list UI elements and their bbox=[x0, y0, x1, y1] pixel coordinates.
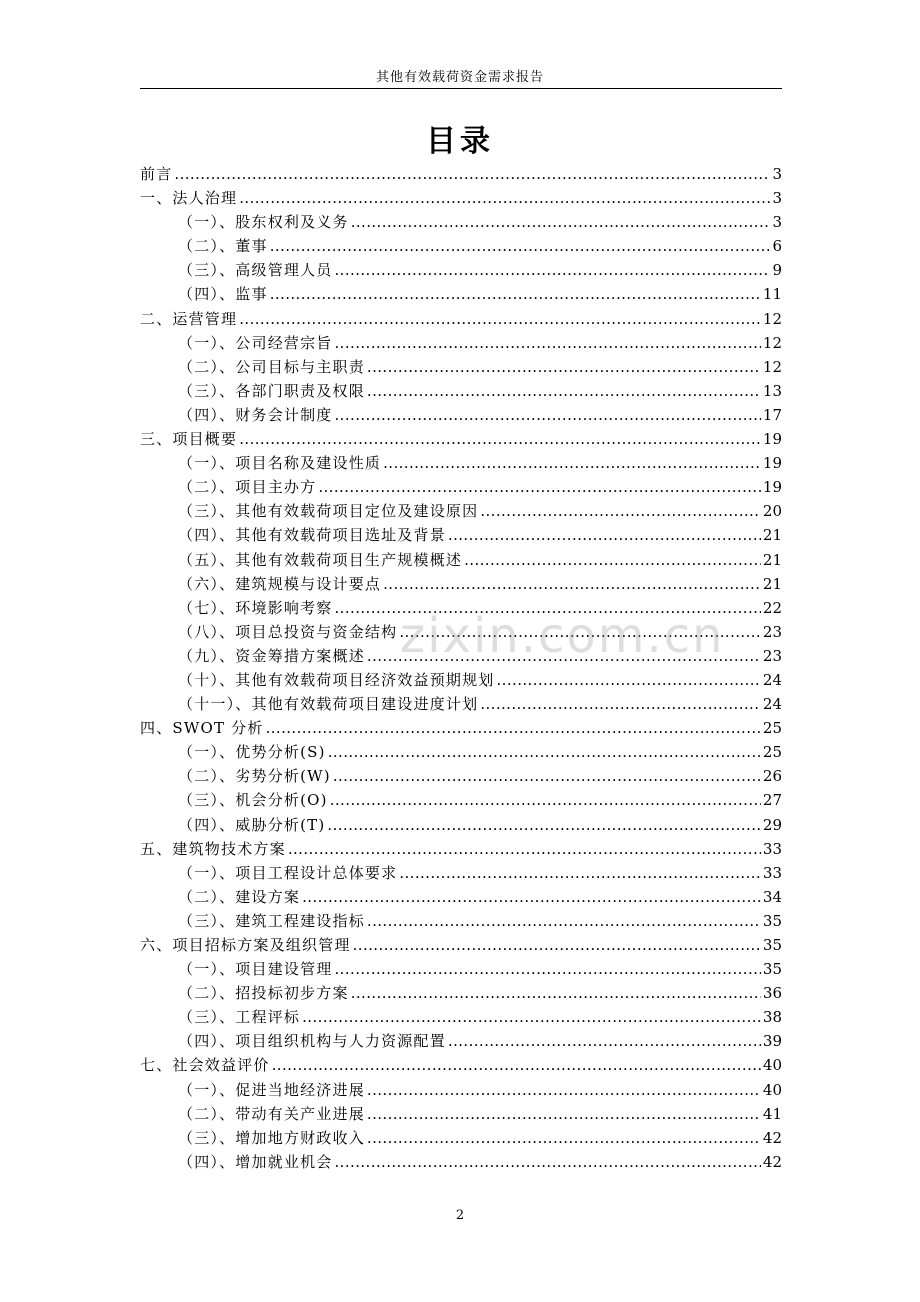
toc-entry-page: 6 bbox=[772, 237, 782, 256]
toc-entry[interactable] bbox=[140, 523, 782, 547]
toc-entry-text: （一）、股东权利及义务 bbox=[178, 213, 349, 232]
toc-entry[interactable] bbox=[140, 548, 782, 572]
toc-entry[interactable] bbox=[140, 258, 782, 282]
toc-entry[interactable] bbox=[140, 186, 782, 210]
toc-entry[interactable] bbox=[140, 1150, 782, 1174]
toc-dot-leader bbox=[367, 355, 761, 379]
running-header: 其他有效载荷资金需求报告 bbox=[375, 70, 544, 85]
toc-dot-leader bbox=[367, 1078, 761, 1102]
toc-entry-page: 40 bbox=[762, 1080, 782, 1099]
toc-entry[interactable] bbox=[140, 861, 782, 885]
toc-dot-leader bbox=[383, 451, 761, 475]
toc-entry-page: 29 bbox=[762, 815, 782, 834]
toc-entry-text: 一、法人治理 bbox=[140, 189, 238, 208]
toc-entry-text: （四）、增加就业机会 bbox=[178, 1152, 333, 1171]
toc-entry-page: 24 bbox=[762, 670, 782, 689]
toc-entry-page: 12 bbox=[762, 333, 782, 352]
toc-entry[interactable] bbox=[140, 475, 782, 499]
toc-entry-text: （三）、建筑工程建设指标 bbox=[178, 911, 365, 930]
toc-entry-page: 9 bbox=[772, 261, 782, 280]
toc-dot-leader bbox=[239, 427, 761, 451]
toc-dot-leader bbox=[302, 885, 761, 909]
toc-entry-page: 19 bbox=[762, 454, 782, 473]
toc-entry-text: （十一）、其他有效载荷项目建设进度计划 bbox=[178, 695, 479, 714]
toc-entry[interactable] bbox=[140, 933, 782, 957]
toc-entry-text: （三）、高级管理人员 bbox=[178, 261, 333, 280]
toc-entry-text: （四）、财务会计制度 bbox=[178, 405, 333, 424]
toc-dot-leader bbox=[367, 1126, 761, 1150]
toc-dot-leader bbox=[367, 379, 761, 403]
toc-entry-page: 36 bbox=[762, 984, 782, 1003]
toc-dot-leader bbox=[335, 957, 761, 981]
toc-dot-leader bbox=[351, 981, 761, 1005]
toc-entry-text: 二、运营管理 bbox=[140, 309, 238, 328]
toc-entry-text: （一）、促进当地经济进展 bbox=[178, 1080, 365, 1099]
toc-entry[interactable] bbox=[140, 957, 782, 981]
toc-entry[interactable] bbox=[140, 355, 782, 379]
toc-entry-page: 21 bbox=[762, 550, 782, 569]
toc-dot-leader bbox=[383, 572, 761, 596]
toc-entry-text: （五）、其他有效载荷项目生产规模概述 bbox=[178, 550, 463, 569]
toc-entry-page: 34 bbox=[762, 887, 782, 906]
toc-entry[interactable] bbox=[140, 379, 782, 403]
toc-entry-page: 35 bbox=[762, 960, 782, 979]
toc-entry[interactable] bbox=[140, 403, 782, 427]
toc-entry[interactable] bbox=[140, 572, 782, 596]
toc-entry-page: 35 bbox=[762, 936, 782, 954]
toc-entry-page: 19 bbox=[762, 478, 782, 497]
toc-entry-page: 11 bbox=[762, 285, 782, 304]
toc-entry[interactable] bbox=[140, 788, 782, 812]
toc-entry-page: 42 bbox=[762, 1128, 782, 1147]
toc-entry-text: （二）、带动有关产业进展 bbox=[178, 1104, 365, 1123]
toc-dot-leader bbox=[318, 475, 761, 499]
page-number: 2 bbox=[455, 1208, 465, 1223]
toc-entry[interactable] bbox=[140, 1078, 782, 1102]
toc-entry[interactable] bbox=[140, 981, 782, 1005]
toc-entry-page: 21 bbox=[762, 574, 782, 593]
toc-dot-leader bbox=[239, 186, 770, 210]
toc-entry-text: （四）、监事 bbox=[178, 285, 268, 304]
toc-entry-page: 12 bbox=[762, 357, 782, 376]
toc-entry[interactable] bbox=[140, 282, 782, 306]
toc-entry-text: （四）、项目组织机构与人力资源配置 bbox=[178, 1032, 446, 1051]
toc-dot-leader bbox=[330, 788, 761, 812]
toc-dot-leader bbox=[335, 331, 761, 355]
toc-entry-page: 13 bbox=[762, 381, 782, 400]
toc-dot-leader bbox=[448, 1029, 761, 1053]
toc-entry-text: （一）、公司经营宗旨 bbox=[178, 333, 333, 352]
toc-entry-page: 24 bbox=[762, 695, 782, 714]
toc-entry-text: （二）、劣势分析(W) bbox=[178, 767, 331, 786]
toc-dot-leader bbox=[328, 740, 761, 764]
toc-dot-leader bbox=[335, 258, 771, 282]
watermark: zixin.com.cn bbox=[400, 608, 725, 664]
toc-dot-leader bbox=[448, 523, 761, 547]
toc-entry-page: 3 bbox=[772, 165, 782, 183]
header-rule bbox=[140, 88, 782, 89]
toc-entry-page: 42 bbox=[762, 1152, 782, 1171]
toc-entry-page: 12 bbox=[762, 309, 782, 328]
toc-entry-text: （二）、招投标初步方案 bbox=[178, 984, 349, 1003]
toc-entry[interactable] bbox=[140, 1102, 782, 1126]
toc-entry-page: 23 bbox=[762, 622, 782, 641]
toc-entry-text: （八）、项目总投资与资金结构 bbox=[178, 622, 398, 641]
toc-entry[interactable] bbox=[140, 885, 782, 909]
toc-entry[interactable] bbox=[140, 451, 782, 475]
toc-dot-leader bbox=[333, 764, 761, 788]
toc-entry-text: （二）、建设方案 bbox=[178, 887, 301, 906]
toc-dot-leader bbox=[335, 403, 761, 427]
toc-entry[interactable] bbox=[140, 813, 782, 837]
toc-entry-text: （十）、其他有效载荷项目经济效益预期规划 bbox=[178, 670, 495, 689]
toc-entry-text: （三）、各部门职责及权限 bbox=[178, 381, 365, 400]
toc-dot-leader bbox=[367, 1102, 761, 1126]
toc-entry[interactable] bbox=[140, 499, 782, 523]
toc-entry-text: （二）、公司目标与主职责 bbox=[178, 357, 365, 376]
toc-entry[interactable] bbox=[140, 837, 782, 861]
toc-entry-text: （一）、项目建设管理 bbox=[178, 960, 333, 979]
toc-entry-page: 3 bbox=[772, 213, 782, 232]
toc-dot-leader bbox=[480, 692, 761, 716]
toc-entry-page: 27 bbox=[762, 791, 782, 810]
toc-entry-text: （一）、项目工程设计总体要求 bbox=[178, 863, 398, 882]
toc-entry-page: 40 bbox=[762, 1056, 782, 1075]
toc-entry[interactable] bbox=[140, 909, 782, 933]
toc-entry-text: （一）、项目名称及建设性质 bbox=[178, 454, 382, 473]
toc-dot-leader bbox=[353, 933, 761, 957]
toc-dot-leader bbox=[497, 668, 761, 692]
toc-entry-page: 20 bbox=[762, 502, 782, 521]
toc-entry-page: 33 bbox=[762, 839, 782, 858]
toc-entry-text: （三）、其他有效载荷项目定位及建设原因 bbox=[178, 502, 479, 521]
toc-entry[interactable] bbox=[140, 740, 782, 764]
toc-entry-text: （六）、建筑规模与设计要点 bbox=[178, 574, 382, 593]
toc-entry-text: （四）、威胁分析(T) bbox=[178, 815, 326, 834]
toc-entry-text: （四）、其他有效载荷项目选址及背景 bbox=[178, 526, 446, 545]
toc-entry-page: 35 bbox=[762, 911, 782, 930]
toc-entry[interactable] bbox=[140, 716, 782, 740]
toc-dot-leader bbox=[464, 548, 761, 572]
toc-entry-text: （七）、环境影响考察 bbox=[178, 598, 333, 617]
table-of-contents bbox=[140, 162, 782, 1174]
toc-entry-page: 21 bbox=[762, 526, 782, 545]
toc-entry-page: 39 bbox=[762, 1032, 782, 1051]
toc-entry[interactable] bbox=[140, 210, 782, 234]
toc-entry[interactable] bbox=[140, 331, 782, 355]
toc-entry-page: 22 bbox=[762, 598, 782, 617]
toc-dot-leader bbox=[239, 307, 761, 331]
toc-entry-page: 25 bbox=[762, 743, 782, 762]
toc-dot-leader bbox=[351, 210, 771, 234]
toc-entry-page: 41 bbox=[762, 1104, 782, 1123]
toc-dot-leader bbox=[335, 1150, 761, 1174]
toc-entry-text: （九）、资金筹措方案概述 bbox=[178, 646, 365, 665]
toc-entry-page: 38 bbox=[762, 1008, 782, 1027]
toc-entry-text: （三）、增加地方财政收入 bbox=[178, 1128, 365, 1147]
toc-dot-leader bbox=[266, 716, 761, 740]
toc-entry-page: 26 bbox=[762, 767, 782, 786]
toc-entry-page: 25 bbox=[762, 719, 782, 738]
toc-entry-text: 前言 bbox=[140, 165, 173, 183]
toc-entry[interactable] bbox=[140, 307, 782, 331]
toc-dot-leader bbox=[174, 162, 770, 186]
toc-dot-leader bbox=[288, 837, 761, 861]
toc-dot-leader bbox=[399, 861, 761, 885]
toc-entry-text: 六、项目招标方案及组织管理 bbox=[140, 936, 351, 954]
toc-entry[interactable] bbox=[140, 1053, 782, 1077]
toc-entry-page: 33 bbox=[762, 863, 782, 882]
toc-entry-text: （三）、机会分析(O) bbox=[178, 791, 328, 810]
toc-entry-page: 3 bbox=[772, 189, 782, 208]
toc-dot-leader bbox=[302, 1005, 761, 1029]
toc-dot-leader bbox=[270, 282, 761, 306]
toc-dot-leader bbox=[367, 909, 761, 933]
toc-dot-leader bbox=[270, 234, 771, 258]
toc-entry-text: 七、社会效益评价 bbox=[140, 1056, 270, 1075]
toc-entry[interactable] bbox=[140, 1126, 782, 1150]
toc-dot-leader bbox=[272, 1053, 761, 1077]
toc-entry-text: （三）、工程评标 bbox=[178, 1008, 301, 1027]
toc-entry-text: （二）、董事 bbox=[178, 237, 268, 256]
toc-entry-text: （二）、项目主办方 bbox=[178, 478, 317, 497]
toc-entry[interactable] bbox=[140, 668, 782, 692]
toc-entry[interactable] bbox=[140, 234, 782, 258]
toc-entry[interactable] bbox=[140, 692, 782, 716]
toc-dot-leader bbox=[480, 499, 761, 523]
toc-entry-page: 19 bbox=[762, 430, 782, 449]
toc-entry[interactable] bbox=[140, 162, 782, 186]
toc-entry-text: （一）、优势分析(S) bbox=[178, 743, 326, 762]
toc-entry-text: 四、SWOT 分析 bbox=[140, 719, 264, 738]
toc-entry-text: 五、建筑物技术方案 bbox=[140, 839, 286, 858]
toc-entry-page: 23 bbox=[762, 646, 782, 665]
toc-entry[interactable] bbox=[140, 427, 782, 451]
toc-entry[interactable] bbox=[140, 1029, 782, 1053]
toc-entry[interactable] bbox=[140, 764, 782, 788]
toc-entry[interactable] bbox=[140, 1005, 782, 1029]
toc-dot-leader bbox=[327, 813, 760, 837]
toc-entry-text: 三、项目概要 bbox=[140, 430, 238, 449]
toc-title: 目录 bbox=[426, 124, 494, 159]
toc-entry-page: 17 bbox=[762, 405, 782, 424]
